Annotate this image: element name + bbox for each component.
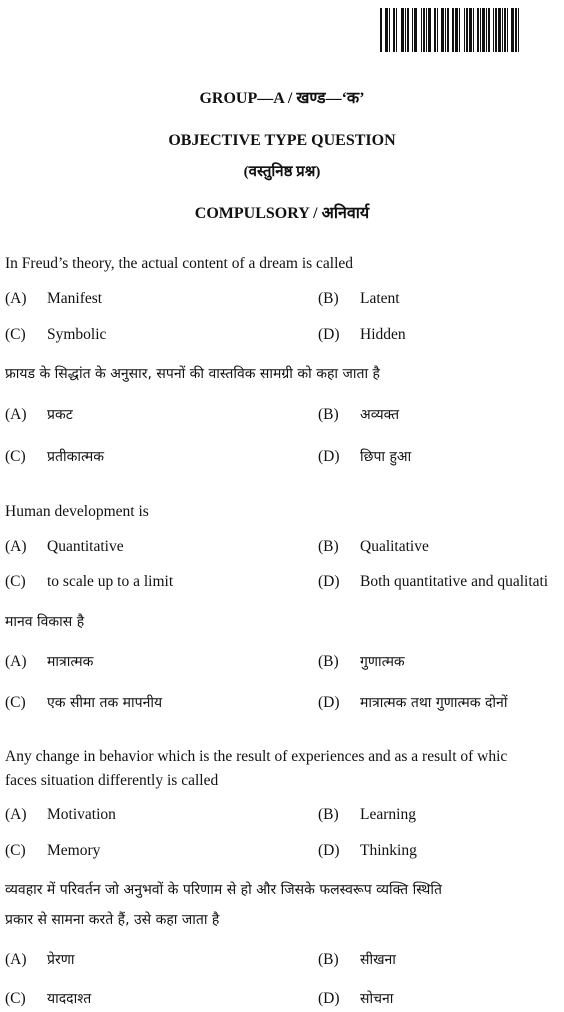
q1-option-d: (D) Hidden xyxy=(318,326,406,343)
q1-option-a: (A) Manifest xyxy=(5,290,103,307)
group-heading: GROUP—A / खण्ड—‘क’ xyxy=(199,90,365,107)
q1-option-b: (B) Latent xyxy=(318,290,400,307)
q1-option-b-hindi: (B) अव्यक्त xyxy=(318,406,400,423)
q2-option-d-hindi: (D) मात्रात्मक तथा गुणात्मक दोनों xyxy=(318,694,508,711)
q3-option-c: (C) Memory xyxy=(5,842,101,859)
q3-option-c-hindi: (C) याददाश्त xyxy=(5,990,92,1007)
section-title: OBJECTIVE TYPE QUESTION xyxy=(168,132,396,149)
q2-option-b: (B) Qualitative xyxy=(318,538,429,555)
barcode xyxy=(380,8,556,52)
q3-option-a-hindi: (A) प्रेरणा xyxy=(5,951,75,968)
q3-option-b: (B) Learning xyxy=(318,806,416,823)
q2-option-b-hindi: (B) गुणात्मक xyxy=(318,653,405,670)
q1-option-c-hindi: (C) प्रतीकात्मक xyxy=(5,448,105,465)
question-3-text-line1: Any change in behavior which is the result of experiences and as a result of whic xyxy=(5,748,508,765)
section-title-hindi: (वस्तुनिष्ठ प्रश्न) xyxy=(243,164,321,180)
q2-option-c: (C) to scale up to a limit xyxy=(5,573,174,590)
q1-option-d-hindi: (D) छिपा हुआ xyxy=(318,448,412,465)
q2-option-d: (D) Both quantitative and qualitati xyxy=(318,573,549,590)
q3-option-b-hindi: (B) सीखना xyxy=(318,951,396,968)
q2-option-a-hindi: (A) मात्रात्मक xyxy=(5,653,94,670)
q3-option-d-hindi: (D) सोचना xyxy=(318,990,394,1007)
compulsory-heading: COMPULSORY / अनिवार्य xyxy=(194,205,370,222)
q1-option-c: (C) Symbolic xyxy=(5,326,107,343)
question-3-text-line2: faces situation differently is called xyxy=(5,772,219,789)
q1-option-a-hindi: (A) प्रकट xyxy=(5,406,73,423)
question-3-text-hindi-line2: प्रकार से सामना करते हैं, उसे कहा जाता है xyxy=(5,912,220,928)
question-2-text: Human development is xyxy=(5,503,149,520)
q3-option-a: (A) Motivation xyxy=(5,806,116,823)
q2-option-c-hindi: (C) एक सीमा तक मापनीय xyxy=(5,694,163,711)
q3-option-d: (D) Thinking xyxy=(318,842,417,859)
question-2-text-hindi: मानव विकास है xyxy=(5,614,85,630)
q2-option-a: (A) Quantitative xyxy=(5,538,124,555)
question-3-text-hindi-line1: व्यवहार में परिवर्तन जो अनुभवों के परिणाम से हो और जिसके फलस्वरूप व्यक्ति स्थिति xyxy=(5,882,442,898)
question-1-text-hindi: फ्रायड के सिद्धांत के अनुसार, सपनों की वास्तविक सामग्री को कहा जाता है xyxy=(5,366,380,382)
question-1-text: In Freud’s theory, the actual content of a dream is called xyxy=(5,255,354,272)
